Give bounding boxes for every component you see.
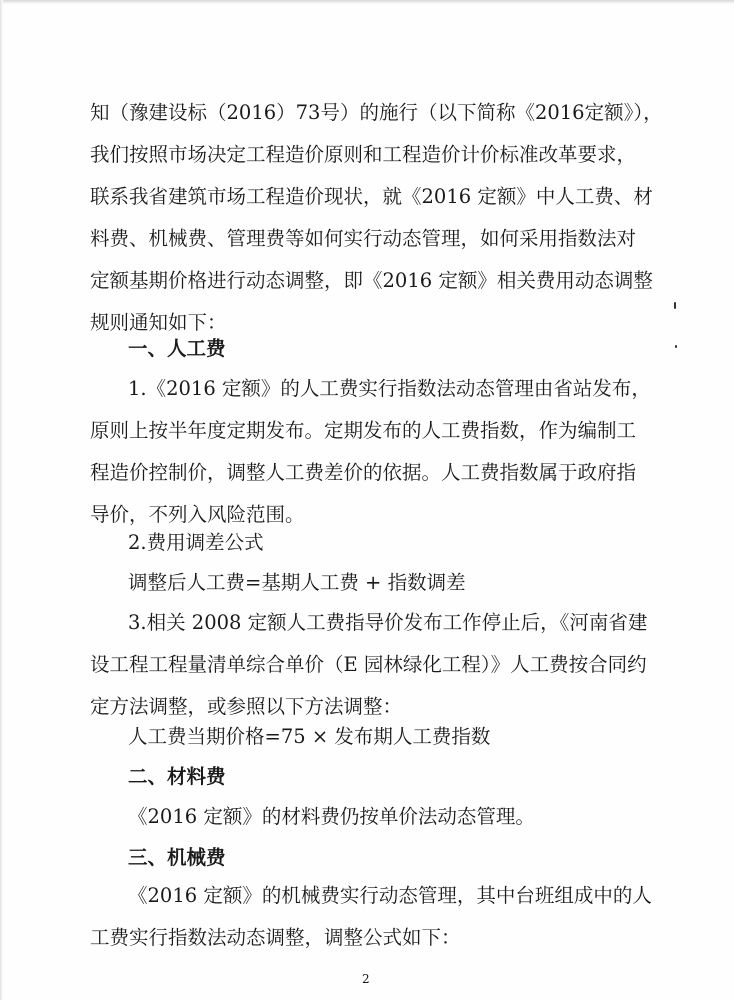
page-number: 2	[362, 972, 370, 986]
machinery-line-1: 《2016 定额》的机械费实行动态管理，其中台班组成中的人	[128, 884, 652, 907]
intro-line-2: 我们按照市场决定工程造价原则和工程造价计价标准改革要求，	[90, 143, 637, 166]
intro-line-1: 知（豫建设标（2016）73号）的施行（以下简称《2016定额》），	[90, 101, 663, 124]
labor-item1-line-3: 程造价控制价，调整人工费差价的依据。人工费指数属于政府指	[90, 461, 637, 484]
labor-item1-line-1: 1.《2016 定额》的人工费实行指数法动态管理由省站发布，	[128, 377, 651, 400]
scan-speck	[674, 302, 676, 309]
intro-line-6: 规则通知如下：	[90, 311, 227, 334]
material-text: 《2016 定额》的材料费仍按单价法动态管理。	[128, 805, 535, 828]
intro-line-4: 料费、机械费、管理费等如何实行动态管理，如何采用指数法对	[90, 227, 637, 250]
labor-item3-line-2: 设工程工程量清单综合单价（E 园林绿化工程）》人工费按合同约	[90, 653, 647, 676]
intro-line-5: 定额基期价格进行动态调整，即《2016 定额》相关费用动态调整	[90, 269, 653, 292]
scan-edge-left	[0, 0, 3, 1000]
scan-speck	[675, 345, 677, 348]
labor-item2-title: 2.费用调差公式	[128, 531, 264, 554]
machinery-line-2: 工费实行指数法动态调整，调整公式如下：	[90, 926, 461, 949]
intro-line-3: 联系我省建筑市场工程造价现状，就《2016 定额》中人工费、材	[90, 185, 653, 208]
labor-item1-line-4: 导价，不列入风险范围。	[90, 503, 305, 526]
labor-item3-line-1: 3.相关 2008 定额人工费指导价发布工作停止后，《河南省建	[128, 611, 648, 634]
section-heading-labor-cost: 一、人工费	[128, 337, 226, 360]
section-heading-material-cost: 二、材料费	[128, 765, 226, 788]
scan-edge-top	[0, 0, 734, 4]
section-heading-machinery-cost: 三、机械费	[128, 846, 226, 869]
labor-item3-formula: 人工费当期价格=75 × 发布期人工费指数	[128, 725, 491, 748]
labor-item2-formula: 调整后人工费=基期人工费 + 指数调差	[128, 571, 466, 594]
labor-item1-line-2: 原则上按半年度定期发布。定期发布的人工费指数，作为编制工	[90, 419, 637, 442]
labor-item3-line-3: 定方法调整，或参照以下方法调整：	[90, 695, 403, 718]
